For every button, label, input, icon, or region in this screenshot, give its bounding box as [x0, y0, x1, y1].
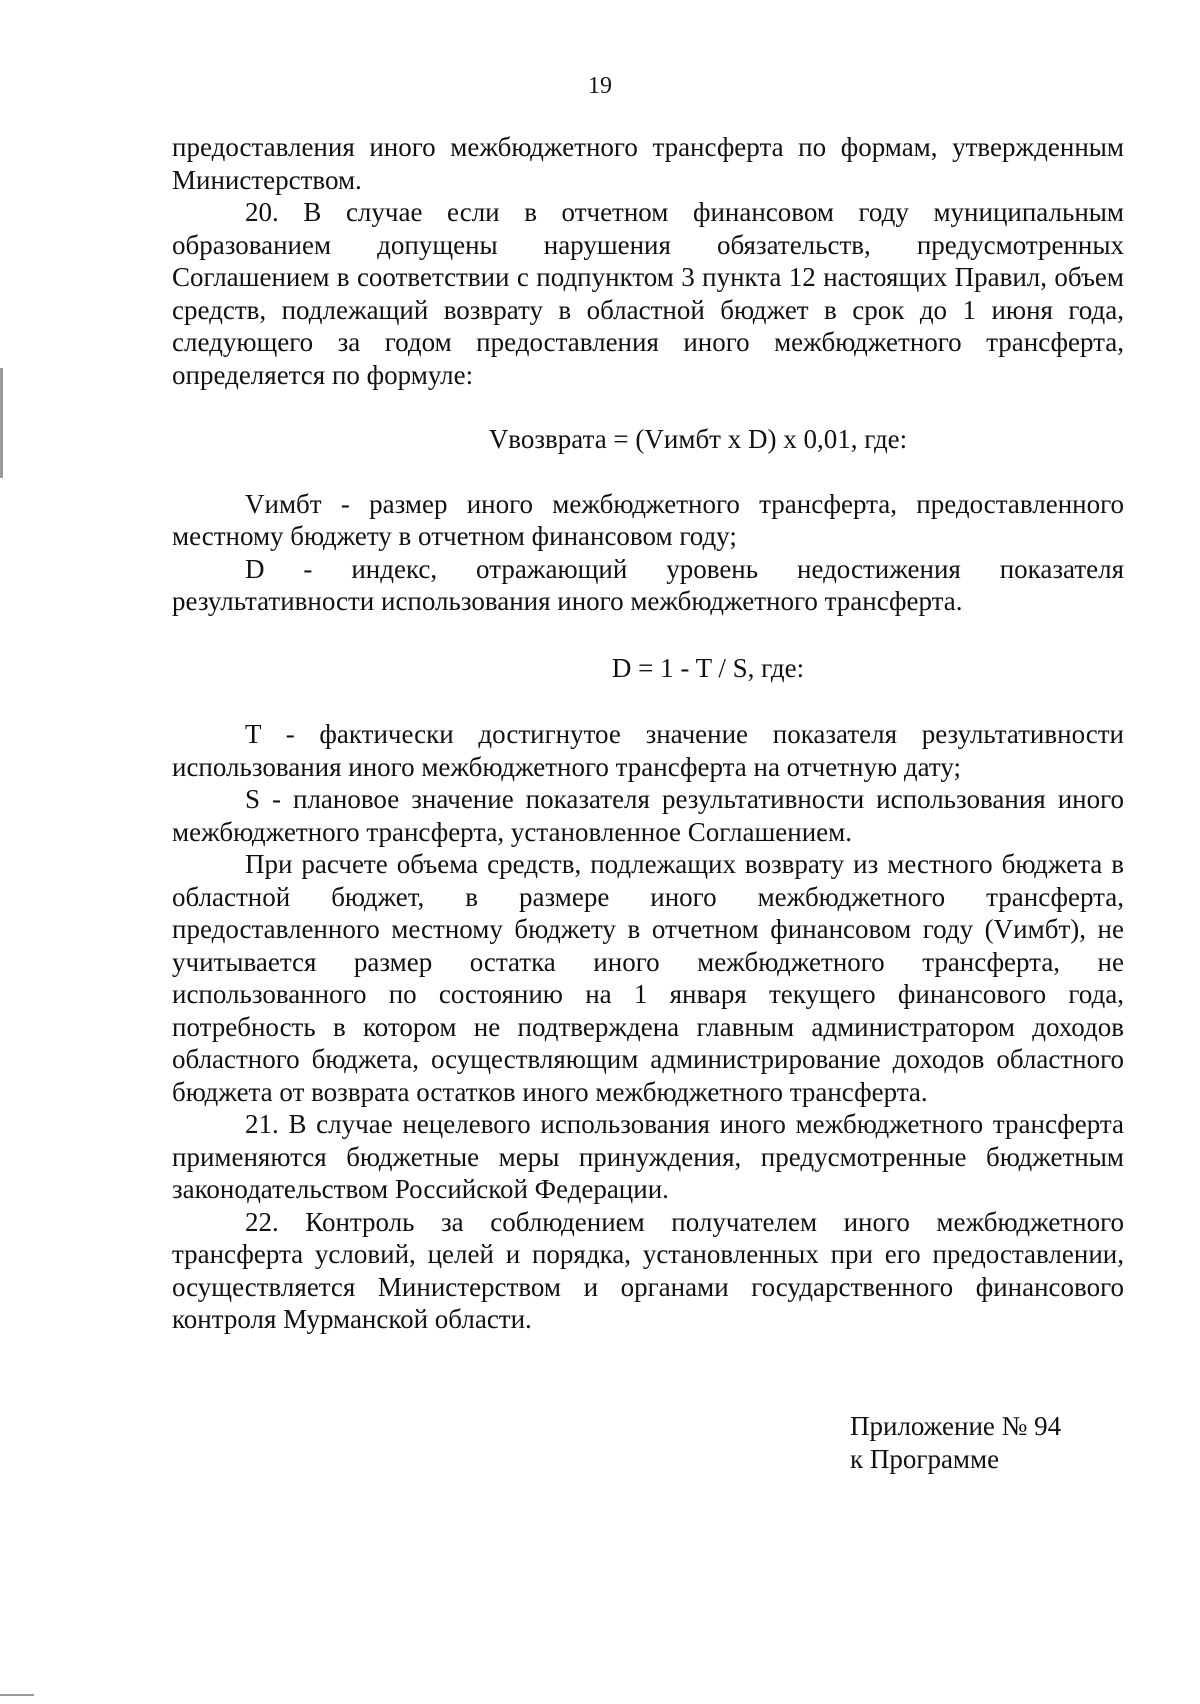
paragraph-p-d: D - индекс, отражающий уровень недостижения показателя результативности использования иного межбюджетного трансферта.	[172, 553, 1124, 616]
paragraph-p-calc: При расчете объема средств, подлежащих возврату из местного бюджета в областной бюджет, в размере иного межбюджетного трансферта, предоставленного местному бюджету в отчетном финансовом году (Vимбт), не учитывается размер остатка иного межбюджетного трансферта, не использованного по состоянию на 1 января текущего финансового года, потребность в котором не подтверждена главным администратором доходов областного бюджета, осуществляющим администрирование доходов областного бюджета от возврата остатков иного межбюджетного трансферта.	[172, 849, 1124, 1107]
section-top	[172, 131, 1124, 391]
section-bottom	[172, 718, 1124, 1336]
paragraph-p-21: 21. В случае нецелевого использования иного межбюджетного трансферта применяются бюджетные меры принуждения, предусмотренные бюджетным законодательством Российской Федерации.	[172, 1109, 1124, 1204]
paragraph-p-vimbt: Vимбт - размер иного межбюджетного трансферта, предоставленного местному бюджету в отчетном финансовом году;	[172, 488, 1124, 551]
paragraph-p-20: 20. В случае если в отчетном финансовом году муниципальным образованием допущены нарушения обязательств, предусмотренных Соглашением в соответствии с подпунктом 3 пункта 12 настоящих Правил, объем средств, подлежащий возврату в областной бюджет в срок до 1 июня года, следующего за годом предоставления иного межбюджетного трансферта, определяется по формуле:	[172, 197, 1124, 390]
paragraph-p-continuation: предоставления иного межбюджетного трансферта по формам, утвержденным Министерством.	[172, 132, 1124, 195]
page-number: 19	[588, 73, 612, 99]
section-middle	[172, 488, 1124, 618]
paragraph-p-t: T - фактически достигнутое значение показателя результативности использования иного межбюджетного трансферта на отчетную дату;	[172, 719, 1124, 782]
formula-index-d: D = 1 - T / S, где:	[611, 652, 805, 683]
appendix-reference	[850, 1410, 1170, 1476]
scan-edge-mark	[0, 368, 3, 478]
appendix-program: к Программе	[850, 1444, 1000, 1474]
scan-edge-mark-bottom	[0, 1694, 34, 1696]
paragraph-p-s: S - плановое значение показателя результативности использования иного межбюджетного трансферта, установленное Соглашением.	[172, 784, 1124, 847]
document-body	[172, 131, 1124, 1336]
paragraph-p-22: 22. Контроль за соблюдением получателем иного межбюджетного трансферта условий, целей и порядка, установленных при его предоставлении, осуществляется Министерством и органами государственного финансового контроля Мурманской области.	[172, 1206, 1124, 1334]
appendix-number: Приложение № 94	[850, 1411, 1062, 1441]
formula-return-volume: Vвозврата = (Vимбт x D) x 0,01, где:	[488, 424, 908, 454]
